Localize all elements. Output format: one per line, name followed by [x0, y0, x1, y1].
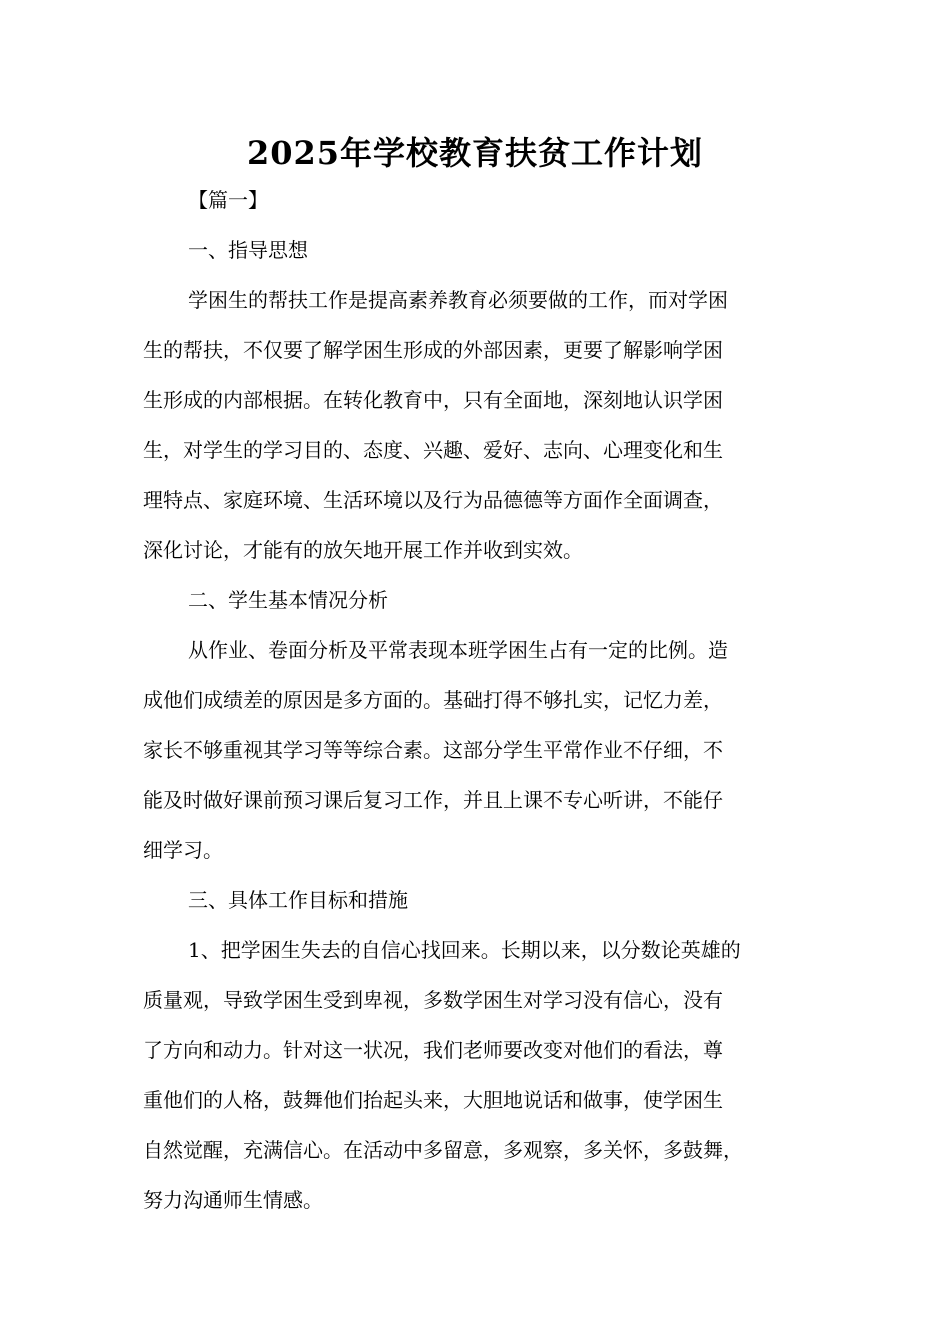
document-title: 2025年学校教育扶贫工作计划: [246, 134, 704, 172]
section-heading-1: 一、指导思想: [188, 238, 308, 262]
section-heading-2: 二、学生基本情况分析: [188, 588, 388, 612]
paragraph-line: 生，对学生的学习目的、态度、兴趣、爱好、志向、心理变化和生: [143, 438, 723, 462]
paragraph-line: 学困生的帮扶工作是提高素养教育必须要做的工作，而对学困: [188, 288, 728, 312]
paragraph-line: 1、把学困生失去的自信心找回来。长期以来，以分数论英雄的: [188, 938, 741, 962]
paragraph-line: 努力沟通师生情感。: [143, 1188, 323, 1212]
paragraph-line: 重他们的人格，鼓舞他们抬起头来，大胆地说话和做事，使学困生: [143, 1088, 723, 1112]
part-label: 【篇一】: [188, 188, 268, 212]
paragraph-line: 家长不够重视其学习等等综合素。这部分学生平常作业不仔细，不: [143, 738, 723, 762]
paragraph-line: 成他们成绩差的原因是多方面的。基础打得不够扎实，记忆力差，: [143, 688, 723, 712]
paragraph-line: 自然觉醒，充满信心。在活动中多留意，多观察，多关怀，多鼓舞，: [143, 1138, 743, 1162]
paragraph-line: 细学习。: [143, 838, 223, 862]
section-heading-3: 三、具体工作目标和措施: [188, 888, 408, 912]
paragraph-line: 生形成的内部根据。在转化教育中，只有全面地，深刻地认识学困: [143, 388, 723, 412]
paragraph-line: 理特点、家庭环境、生活环境以及行为品德德等方面作全面调查，: [143, 488, 723, 512]
paragraph-line: 了方向和动力。针对这一状况，我们老师要改变对他们的看法，尊: [143, 1038, 723, 1062]
paragraph-line: 生的帮扶，不仅要了解学困生形成的外部因素，更要了解影响学困: [143, 338, 723, 362]
paragraph-line: 能及时做好课前预习课后复习工作，并且上课不专心听讲，不能仔: [143, 788, 723, 812]
paragraph-line: 质量观，导致学困生受到卑视，多数学困生对学习没有信心，没有: [143, 988, 723, 1012]
paragraph-line: 从作业、卷面分析及平常表现本班学困生占有一定的比例。造: [188, 638, 728, 662]
paragraph-line: 深化讨论，才能有的放矢地开展工作并收到实效。: [143, 538, 583, 562]
